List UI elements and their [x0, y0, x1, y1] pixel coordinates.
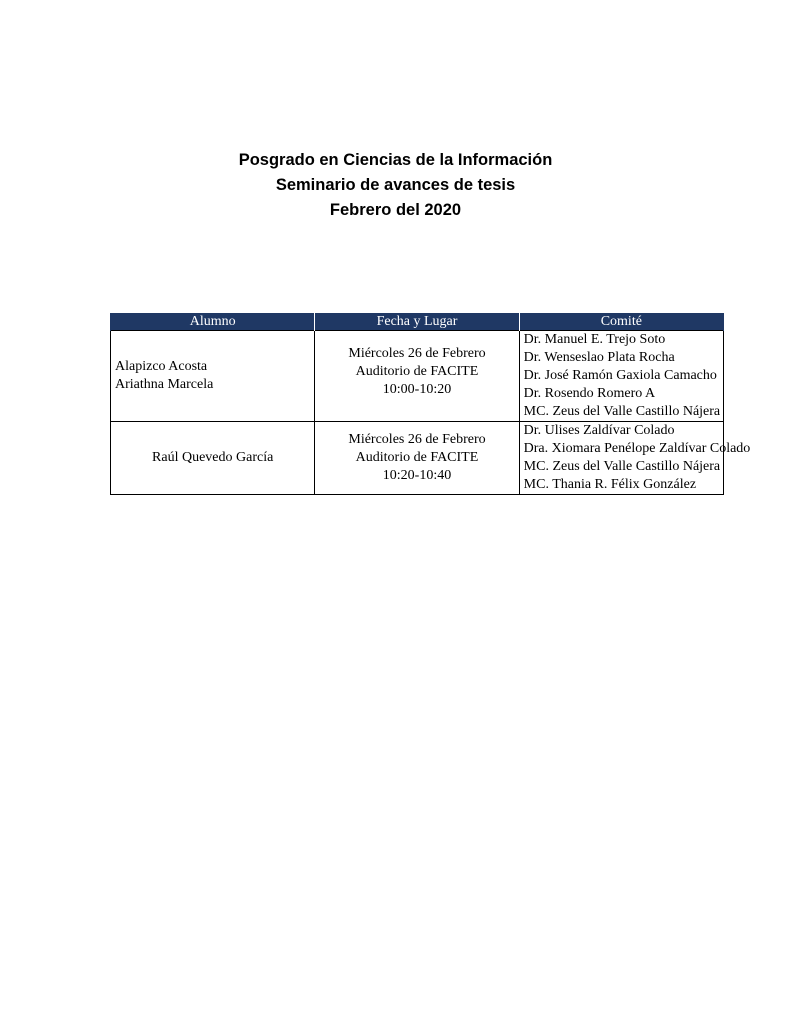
comite-member: Dr. Manuel E. Trejo Soto [523, 332, 666, 347]
table-row [111, 331, 724, 422]
alumno-name-line: Alapizco Acosta [115, 359, 208, 374]
fecha-time: 10:20-10:40 [382, 468, 452, 483]
fecha-day: Miércoles 26 de Febrero [348, 432, 486, 447]
comite-member: MC. Zeus del Valle Castillo Nájera [523, 459, 721, 474]
fecha-place: Auditorio de FACITE [355, 450, 479, 465]
column-header-alumno: Alumno [111, 313, 315, 331]
column-header-comite: Comité [519, 313, 723, 331]
fecha-place: Auditorio de FACITE [355, 363, 479, 379]
comite-cell [519, 422, 751, 495]
comite-member: MC. Zeus del Valle Castillo Nájera [523, 404, 721, 419]
table-header-row [111, 313, 724, 331]
alumno-name-line: Raúl Quevedo García [152, 450, 274, 465]
document-title-block [0, 148, 791, 223]
table-row [111, 422, 724, 495]
fecha-cell [315, 422, 519, 495]
fecha-cell [315, 331, 519, 422]
alumno-cell [111, 331, 315, 422]
alumno-cell [111, 422, 315, 495]
date-title: Febrero del 2020 [329, 201, 462, 219]
program-title: Posgrado en Ciencias de la Información [238, 151, 553, 169]
schedule-table [110, 313, 751, 495]
column-header-fecha: Fecha y Lugar [315, 313, 519, 331]
fecha-time: 10:00-10:20 [382, 381, 452, 397]
comite-member: MC. Thania R. Félix González [523, 477, 697, 492]
comite-member: Dr. José Ramón Gaxiola Camacho [523, 368, 717, 383]
comite-member: Dr. Rosendo Romero A [523, 386, 656, 401]
comite-member: Dr. Wenseslao Plata Rocha [523, 350, 675, 365]
fecha-day: Miércoles 26 de Febrero [348, 345, 486, 361]
comite-member: Dra. Xiomara Penélope Zaldívar Colado [523, 441, 751, 456]
comite-cell [519, 331, 723, 422]
comite-member: Dr. Ulises Zaldívar Colado [523, 423, 675, 438]
seminar-title: Seminario de avances de tesis [275, 176, 516, 194]
alumno-name-line: Ariathna Marcela [115, 377, 214, 392]
